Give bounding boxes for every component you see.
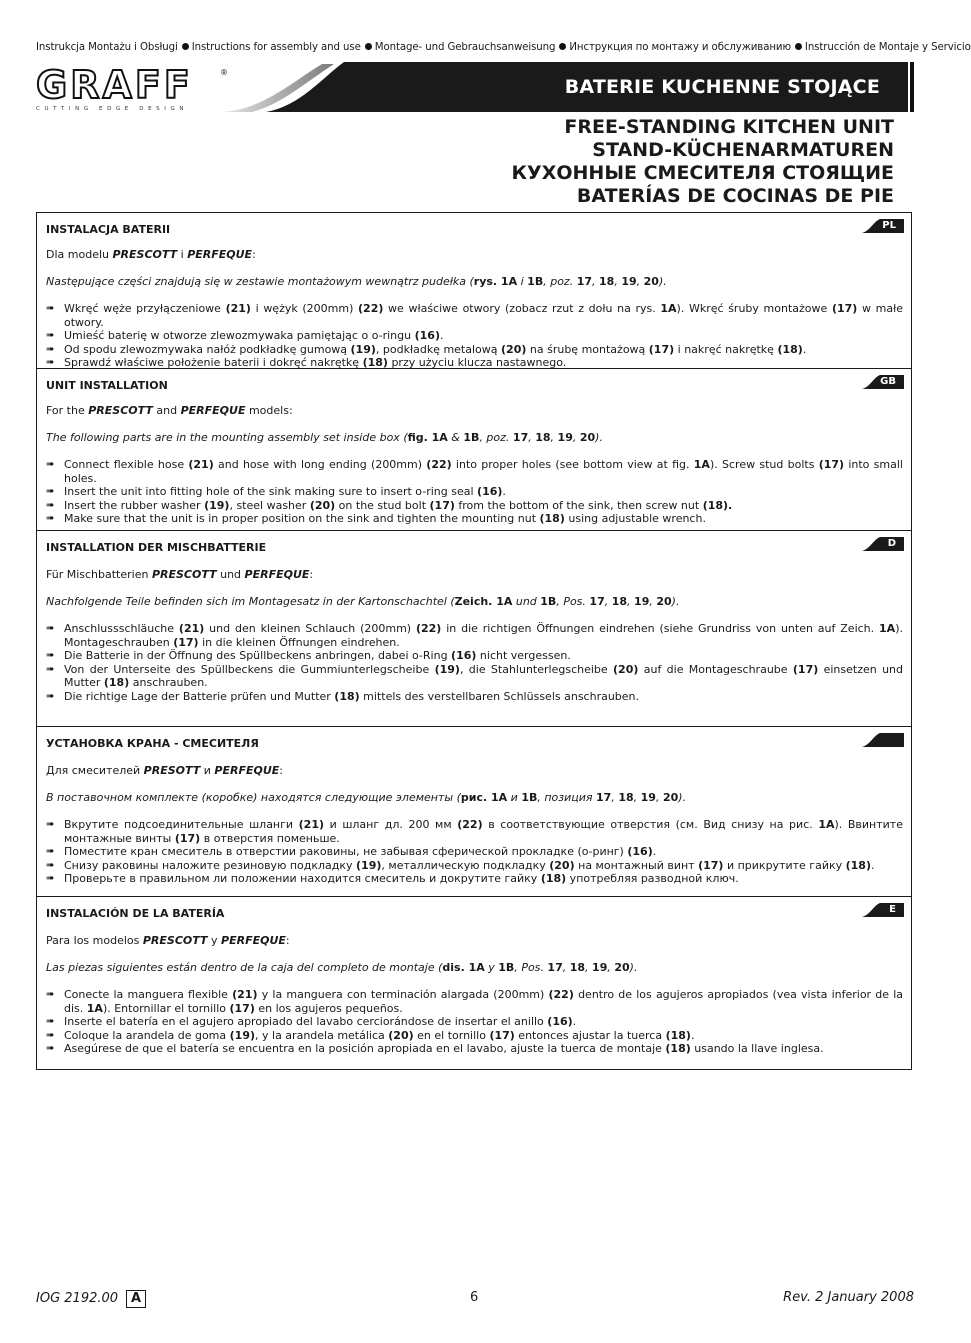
language-label: Instrucción de Montaje y Servicio	[804, 42, 971, 53]
step-text: Anschlussschläuche (21) und den kleinen Schlauch (200mm) (22) in die richtigen Öffnungen eindrehen (siehe Grundriss von unten auf Zeich. 1A). Montageschrauben (17) in die kleinen Öffnungen eindrehen.	[64, 622, 903, 649]
arrow-bullet-icon: ➠	[46, 513, 55, 525]
step-item	[46, 1029, 903, 1043]
step-item	[46, 622, 903, 649]
arrow-bullet-icon: ➠	[46, 663, 55, 675]
graff-logo	[36, 63, 236, 116]
arrow-bullet-icon: ➠	[46, 690, 55, 702]
step-item	[46, 485, 903, 499]
title-en: FREE-STANDING KITCHEN UNIT	[564, 116, 894, 138]
title-de: STAND-KÜCHENARMATUREN	[592, 139, 894, 161]
arrow-bullet-icon: ➠	[46, 357, 55, 369]
arrow-bullet-icon: ➠	[46, 330, 55, 342]
language-label: Инструкция по монтажу и обслуживанию	[569, 42, 791, 53]
parts-line: The following parts are in the mounting assembly set inside box (fig. 1A & 1B, poz. 17, 18, 19, 20).	[46, 431, 603, 444]
languages-line	[36, 42, 971, 53]
section-title: UNIT INSTALLATION	[46, 379, 168, 392]
step-item	[46, 343, 903, 357]
section-ru	[37, 727, 911, 897]
arrow-bullet-icon: ➠	[46, 819, 55, 830]
step-text: Asegúrese de que el batería se encuentra en la posición apropiada en el lavabo, ajuste la tuerca de montaje (18) usando la llave inglesa.	[64, 1042, 824, 1056]
page-number: 6	[470, 1290, 479, 1305]
arrow-bullet-icon: ➠	[46, 846, 55, 858]
step-text: Wkręć węże przyłączeniowe (21) i wężyk (200mm) (22) we właściwe otwory (zobacz rzut z dołu na rys. 1A). Wkręć śruby montażowe (17) w małe otwory.	[64, 302, 903, 329]
step-text: Make sure that the unit is in proper position on the sink and tighten the mounting nut (18) using adjustable wrench.	[64, 512, 706, 526]
logo-brand: GRAFF	[36, 63, 193, 107]
step-item	[46, 649, 903, 663]
language-tab	[862, 375, 904, 389]
section-d	[37, 531, 911, 727]
step-item	[46, 512, 903, 526]
step-item	[46, 1015, 903, 1029]
arrow-bullet-icon: ➠	[46, 623, 55, 634]
language-tab	[862, 903, 904, 917]
parts-line: Las piezas siguientes están dentro de la caja del completo de montaje (dis. 1A y 1B, Pos. 17, 18, 19, 20).	[46, 961, 638, 974]
step-text: Inserte el batería en el agujero apropiado del lavabo cerciorándose de insertar el anillo (16).	[64, 1015, 577, 1029]
title-block	[512, 116, 894, 208]
model-line: Для смесителей PRESOTT и PERFEQUE:	[46, 764, 284, 777]
language-tab	[862, 733, 904, 747]
steps-list	[46, 458, 903, 526]
model-line: Dla modelu PRESCOTT i PERFEQUE:	[46, 248, 256, 261]
language-label: Instrukcja Montażu i Obsługi	[36, 42, 178, 53]
step-text: Снизу раковины наложите резиновую подкладку (19), металлическую подкладку (20) на монтажный винт (17) и прикрутите гайку (18).	[64, 858, 875, 872]
model-line: For the PRESCOTT and PERFEQUE models:	[46, 404, 293, 417]
steps-list	[46, 988, 903, 1056]
section-title: INSTALLATION DER MISCHBATTERIE	[46, 541, 267, 554]
arrow-bullet-icon: ➠	[46, 343, 55, 355]
parts-line: Nachfolgende Teile befinden sich im Montagesatz in der Kartonschachtel (Zeich. 1A und 1B, Pos. 17, 18, 19, 20).	[46, 595, 680, 608]
step-text: Connect flexible hose (21) and hose with long ending (200mm) (22) into proper holes (see bottom view at fig. 1A). Screw stud bolts (17) into small holes.	[64, 458, 903, 485]
arrow-bullet-icon: ➠	[46, 989, 55, 1000]
step-text: Umieść baterię w otworze zlewozmywaka pamiętając o o-ringu (16).	[64, 329, 444, 343]
language-tab-label: E	[889, 904, 896, 915]
parts-line: В поставочном комплекте (коробке) находятся следующие элементы (рис. 1A и 1B, позиция 17, 18, 19, 20).	[46, 791, 687, 804]
dot-separator-icon	[365, 43, 372, 50]
language-tab	[862, 219, 904, 233]
language-tab-label: GB	[880, 376, 896, 387]
section-title: INSTALACIÓN DE LA BATERÍA	[46, 907, 225, 920]
arrow-bullet-icon: ➠	[46, 459, 55, 470]
banner-edge-bar	[910, 62, 914, 112]
arrow-bullet-icon: ➠	[46, 1016, 55, 1028]
language-tab-label: PL	[882, 220, 896, 231]
footer-doc-code	[36, 1290, 146, 1308]
dot-separator-icon	[182, 43, 189, 50]
step-item	[46, 872, 903, 886]
model-line: Für Mischbatterien PRESCOTT und PERFEQUE:	[46, 568, 314, 581]
step-text: Od spodu zlewozmywaka nałóż podkładkę gumową (19), podkładkę metalową (20) na śrubę montażową (17) i nakręć nakrętkę (18).	[64, 342, 807, 356]
steps-list	[46, 622, 903, 704]
model-line: Para los modelos PRESCOTT y PERFEQUE:	[46, 934, 290, 947]
section-pl	[37, 213, 911, 369]
arrow-bullet-icon: ➠	[46, 1029, 55, 1041]
step-item	[46, 690, 903, 704]
language-label: Montage- und Gebrauchsanweisung	[374, 42, 556, 53]
title-es: BATERÍAS DE COCINAS DE PIE	[576, 185, 894, 207]
step-text: Проверьте в правильном ли положении находится смеситель и докрутите гайку (18) употребляя разводной ключ.	[64, 872, 739, 886]
arrow-bullet-icon: ➠	[46, 303, 55, 314]
title-ru: КУХОННЫЕ СМЕСИТЕЛЯ СТОЯЩИЕ	[511, 162, 894, 184]
arrow-bullet-icon: ➠	[46, 650, 55, 662]
language-label: Instructions for assembly and use	[191, 42, 361, 53]
step-item	[46, 663, 903, 690]
step-item	[46, 818, 903, 845]
instructions-frame	[36, 212, 912, 1070]
revision-date: Rev. 2 January 2008	[783, 1290, 914, 1305]
step-text: Sprawdź właściwe położenie baterii i dokręć nakrętkę (18) przy użyciu klucza nastawnego.	[64, 356, 567, 370]
arrow-bullet-icon: ➠	[46, 486, 55, 498]
step-item	[46, 1042, 903, 1056]
step-item	[46, 302, 903, 329]
step-text: Die Batterie in der Öffnung des Spüllbeckens anbringen, dabei o-Ring (16) nicht vergessen.	[64, 649, 571, 663]
step-item	[46, 988, 903, 1015]
revision-box: A	[126, 1290, 146, 1308]
steps-list	[46, 302, 903, 370]
step-item	[46, 859, 903, 873]
step-text: Die richtige Lage der Batterie prüfen und Mutter (18) mittels des verstellbaren Schlüssels anschrauben.	[64, 689, 640, 703]
step-item	[46, 845, 903, 859]
step-text: Coloque la arandela de goma (19), y la arandela metálica (20) en el tornillo (17) entonces ajustar la tuerca (18).	[64, 1028, 695, 1042]
dot-separator-icon	[559, 43, 566, 50]
logo-tagline: CUTTING EDGE DESIGN	[36, 106, 189, 112]
parts-line: Następujące części znajdują się w zestawie montażowym wewnątrz pudełka (rys. 1A i 1B, poz. 17, 18, 19, 20).	[46, 275, 667, 288]
language-tab	[862, 537, 904, 551]
step-item	[46, 356, 903, 370]
steps-list	[46, 818, 903, 886]
section-title: УСТАНОВКА КРАНА - СМЕСИТЕЛЯ	[46, 737, 259, 750]
arrow-bullet-icon: ➠	[46, 499, 55, 511]
language-tab-label: D	[887, 538, 896, 549]
step-text: Вкрутите подсоединительные шланги (21) и шланг дл. 200 мм (22) в соответствующие отверстия (см. Вид снизу на рис. 1A). Ввинтите монтажные винты (17) в отверстия поменьше.	[64, 818, 903, 845]
logo-registered-mark: ®	[220, 68, 228, 77]
dot-separator-icon	[795, 43, 802, 50]
step-item	[46, 329, 903, 343]
step-text: Insert the unit into fitting hole of the sink making sure to insert o-ring seal (16).	[64, 485, 506, 499]
step-text: Поместите кран смеситель в отверстии раковины, не забывая сферической прокладке (о-ринг) (16).	[64, 845, 657, 859]
section-title: INSTALACJA BATERII	[46, 223, 171, 236]
step-item	[46, 458, 903, 485]
arrow-bullet-icon: ➠	[46, 873, 55, 885]
arrow-bullet-icon: ➠	[46, 1043, 55, 1055]
section-gb	[37, 369, 911, 531]
step-item	[46, 499, 903, 513]
step-text: Insert the rubber washer (19), steel washer (20) on the stud bolt (17) from the bottom of the sink, then screw nut (18).	[64, 498, 733, 512]
arrow-bullet-icon: ➠	[46, 859, 55, 871]
step-text: Conecte la manguera flexible (21) y la manguera con terminación alargada (200mm) (22) dentro de los agujeros apropiados (vea vista inferior de la dis. 1A). Entornillar el tornillo (17) en los agujeros pequeños.	[64, 988, 903, 1015]
section-e	[37, 897, 911, 1069]
step-text: Von der Unterseite des Spüllbeckens die Gummiunterlegscheibe (19), die Stahlunterlegscheibe (20) auf die Montageschraube (17) einsetzen und Mutter (18) anschrauben.	[64, 662, 903, 690]
banner-title: BATERIE KUCHENNE STOJĄCE	[564, 76, 880, 98]
doc-code: IOG 2192.00	[36, 1291, 119, 1306]
